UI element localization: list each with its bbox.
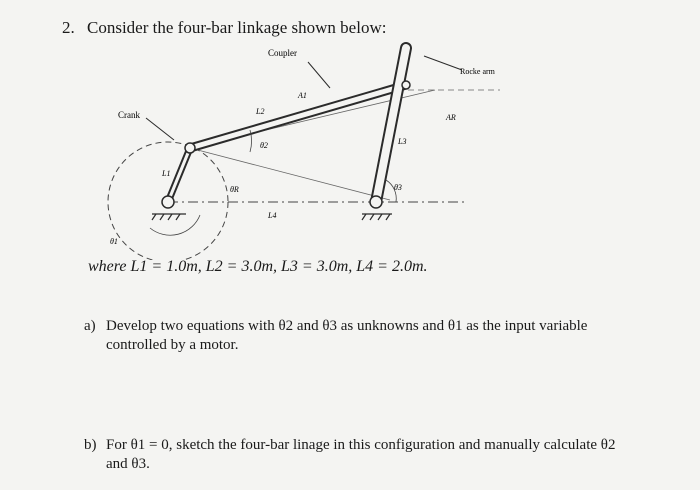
label-l1: L1 xyxy=(162,169,171,178)
part-a-line2: controlled by a motor. xyxy=(106,337,239,353)
rocker-ground-support xyxy=(362,214,392,220)
label-coupler: Coupler xyxy=(268,48,297,58)
rocker-link-inner xyxy=(376,48,406,202)
label-crank: Crank xyxy=(118,110,140,120)
label-l4: L4 xyxy=(268,211,277,220)
four-bar-linkage-diagram xyxy=(90,40,510,260)
label-theta3: θ3 xyxy=(394,183,402,192)
label-ar: AR xyxy=(446,113,456,122)
question-text: Consider the four-bar linkage shown below: xyxy=(87,18,387,37)
crank-coupler-joint xyxy=(185,143,195,153)
label-l2: L2 xyxy=(256,107,265,116)
part-b-label: b) xyxy=(84,437,97,453)
label-theta2: θ2 xyxy=(260,141,268,150)
part-a xyxy=(84,317,644,355)
label-thetar: θR xyxy=(230,185,239,194)
theta1-arc xyxy=(150,215,200,235)
crank-link-inner xyxy=(168,148,190,202)
question-heading xyxy=(62,18,386,38)
link-lengths-line: where L1 = 1.0m, L2 = 3.0m, L3 = 3.0m, L4 = 2.0m. xyxy=(88,258,428,275)
part-a-line1: Develop two equations with θ2 and θ3 as unknowns and θ1 as the input variable xyxy=(106,318,588,334)
label-theta1: θ1 xyxy=(110,237,118,246)
label-a1: A1 xyxy=(298,91,307,100)
guide-line-2 xyxy=(190,148,390,200)
part-b-line1: For θ1 = 0, sketch the four-bar linage in this configuration and manually calculate θ2 xyxy=(106,437,616,453)
coupler-rocker-joint xyxy=(402,81,410,89)
part-b xyxy=(84,436,644,474)
question-number: 2. xyxy=(62,18,75,37)
label-rocker: Rocke arm xyxy=(460,67,495,76)
rocker-pivot-joint xyxy=(370,196,382,208)
crank-ground-support xyxy=(152,214,186,220)
label-l3: L3 xyxy=(398,137,407,146)
crank-pointer xyxy=(146,118,174,140)
coupler-pointer xyxy=(308,62,330,88)
part-b-line2: and θ3. xyxy=(106,456,150,472)
rocker-pointer xyxy=(424,56,462,70)
crank-pivot-joint xyxy=(162,196,174,208)
part-a-label: a) xyxy=(84,318,96,334)
